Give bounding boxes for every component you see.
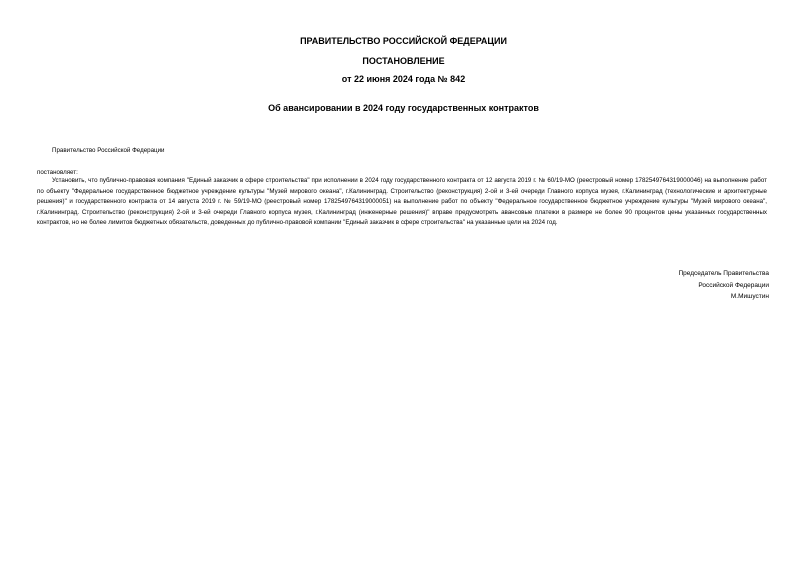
signature-block xyxy=(678,268,769,303)
signature-position-line1: Председатель Правительства xyxy=(678,270,769,277)
date-number-heading: от 22 июня 2024 года № 842 xyxy=(341,74,466,84)
signature-name: М.Мишустин xyxy=(730,293,769,300)
issuer-line: Правительство Российской Федерации xyxy=(52,147,165,154)
document-type-heading: ПОСТАНОВЛЕНИЕ xyxy=(362,56,445,66)
main-paragraph: Установить, что публично-правовая компания "Единый заказчик в сфере строительства" при исполнении в 2024 году государственного контракта от 12 августа 2019 г. № 60/19-МО (реестровый номер 1782549764319000046) на выполнение работ по объекту "Федеральное государственное бюджетное учреждение культуры "Музей мирового океана", г.Калининград. Строительство (реконструкция) 2-ой и 3-ей очереди Главного корпуса музея, г.Калининград (технологические и архитектурные решения)" и государственного контракта от 14 августа 2019 г. № 59/19-МО (реестровый номер 1782549764319000051) на выполнение работ по объекту "Федеральное государственное бюджетное учреждение культуры "Музей мирового океана", г.Калининград. Строительство (реконструкция) 2-ой и 3-ей очереди Главного корпуса музея, г.Калининград (инженерные решения)" вправе предусмотреть авансовые платежи в размере не более 90 процентов цены указанных государственных контрактов, но не более лимитов бюджетных обязательств, доведенных до публично-правовой компании "Единый заказчик в сфере строительства" на указанные цели на 2024 год. xyxy=(37,177,767,227)
government-heading: ПРАВИТЕЛЬСТВО РОССИЙСКОЙ ФЕДЕРАЦИИ xyxy=(300,36,507,46)
document-title: Об авансировании в 2024 году государственных контрактов xyxy=(268,103,539,113)
signature-position-line2: Российской Федерации xyxy=(698,281,769,289)
decree-line: постановляет: xyxy=(37,169,78,176)
